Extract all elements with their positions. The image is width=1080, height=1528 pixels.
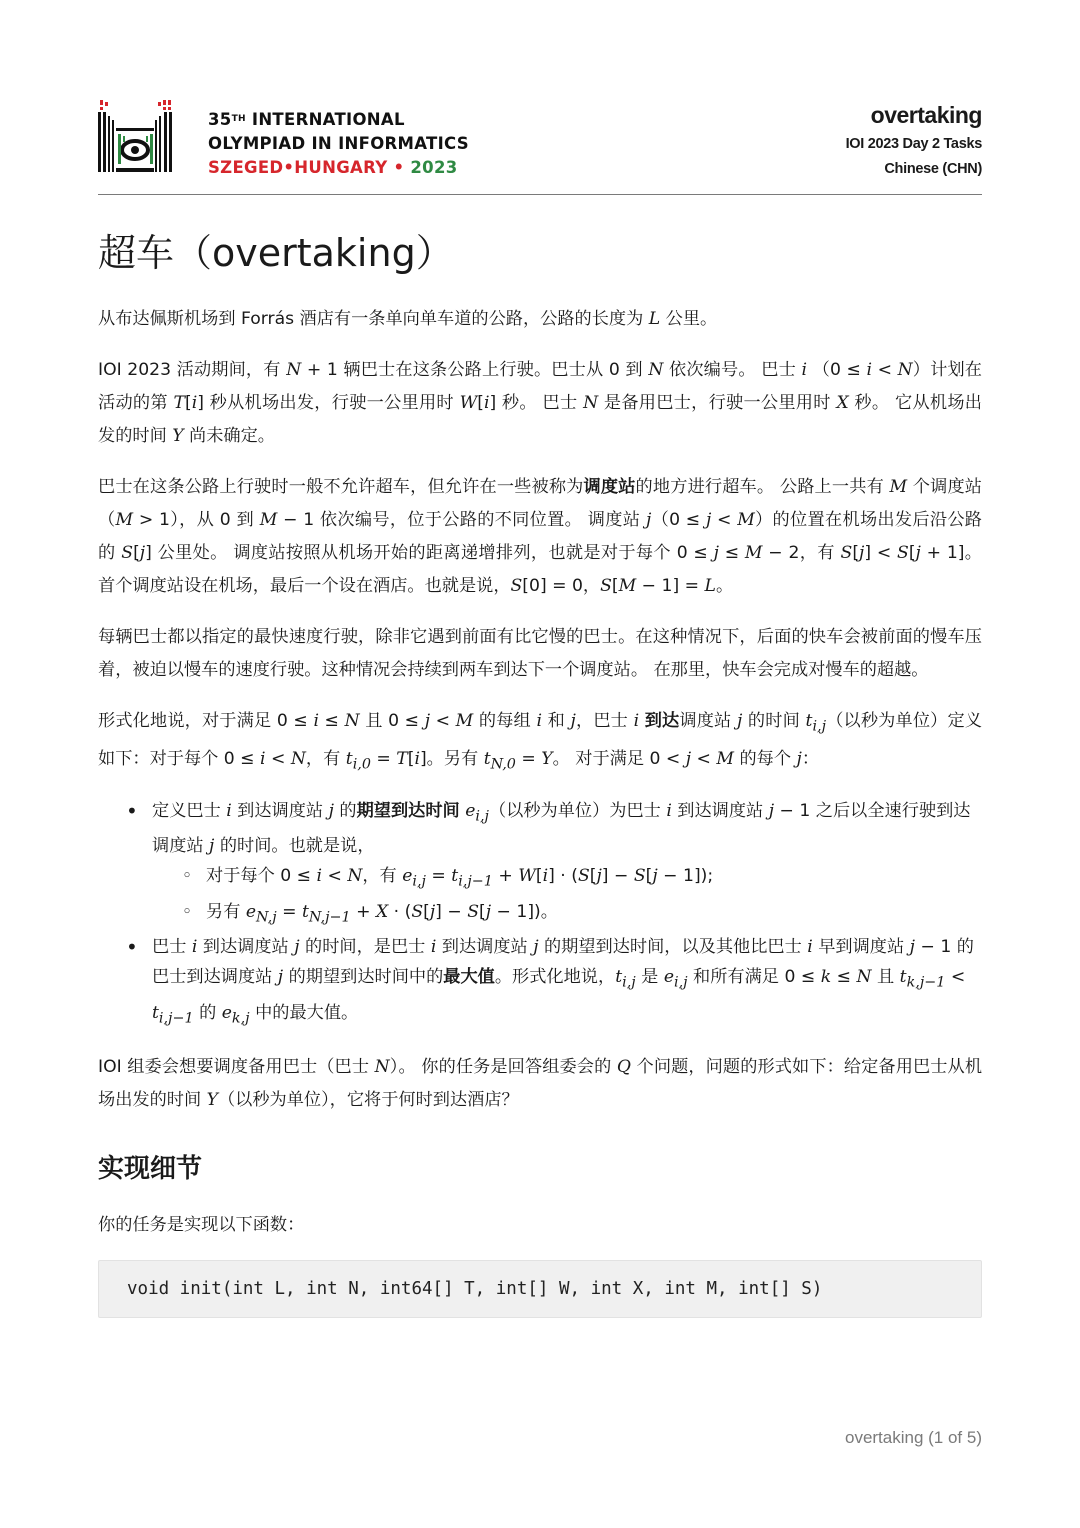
paragraph-formal-definition: 形式化地说，对于满足 0 ≤ i ≤ N 且 0 ≤ j < M 的每组 i 和 j，巴士 i 到达调度站 j 的时间 $t_{i,j}$（以秒为单位）定义如下：对于每个 0 ≤ i < N，有 $t_{i,0} = T[i]$。另有 $t_{N,0} = Y$。 对于满足 0 < j < M 的每个 j： xyxy=(98,711,983,773)
page-title: 超车（overtaking） xyxy=(98,231,454,275)
list-item: • 巴士 i 到达调度站 j 的时间，是巴士 i 到达调度站 j 的期望到达时间，以及其他比巴士 i 早到调度站 j − 1 的巴士到达调度站 j 的期望到达时间中的最大值。形式化地说，$t_{i,j}$ 是 $e_{i,j}$ 和所有满足 0 ≤ k ≤ N 且 $t_{k,j-1} < t_{i,j-1}$ 的 $e_{k,j}$ 中的最大值。 xyxy=(152,932,982,1033)
paragraph-overtaking-rule: 每辆巴士都以指定的最快速度行驶，除非它遇到前面有比它慢的巴士。在这种情况下，后面的快车会被前面的慢车压着，被迫以慢车的速度行驶。这种情况会持续到两车到达下一个调度站。 在那里，快车会完成对慢车的超越。 xyxy=(98,627,982,680)
function-signature-code: void init(int L, int N, int64[] T, int[] W, int X, int M, int[] S) xyxy=(98,1260,982,1318)
paragraph-implement: 你的任务是实现以下函数： xyxy=(98,1215,305,1236)
logo-line-2: OLYMPIAD IN INFORMATICS xyxy=(208,134,469,153)
logo-city-country: SZEGED•HUNGARY xyxy=(208,158,388,177)
task-name: overtaking xyxy=(870,102,982,128)
logo-line-1-sup: TH xyxy=(231,114,246,124)
contest-day: IOI 2023 Day 2 Tasks xyxy=(845,136,982,152)
ioi-logo-icon xyxy=(98,98,176,176)
logo-line-1-number: 35 xyxy=(208,110,232,129)
expected-arrival-list xyxy=(152,861,982,932)
logo-line-1-rest: INTERNATIONAL xyxy=(245,110,405,129)
logo-line-1 xyxy=(208,108,469,132)
page-header xyxy=(98,96,982,195)
definition-list xyxy=(98,796,982,1033)
paragraph-road: 从布达佩斯机场到 Forrás 酒店有一条单向单车道的公路，公路的长度为 L 公里。 xyxy=(98,309,718,329)
problem-statement xyxy=(98,228,982,1318)
page-footer: overtaking (1 of 5) xyxy=(844,1428,982,1447)
paragraph-sorting-stations: 巴士在这条公路上行驶时一般不允许超车，但允许在一些被称为调度站的地方进行超车。 公路上一共有 M 个调度站（M > 1），从 0 到 M − 1 依次编号，位于公路的不同位置。 调度站 j（0 ≤ j < M）的位置在机场出发后沿公路的 S[j] 公里处。 调度站按照从机场开始的距离递增排列，也就是对于每个 0 ≤ j ≤ M − 2，有 S[j] < S[j + 1]。 首个调度站设在机场，最后一个设在酒店。也就是说，S[0] = 0，S[M − 1] = L。 xyxy=(98,477,982,596)
logo-line-3 xyxy=(208,156,469,180)
section-title-implementation: 实现细节 xyxy=(98,1154,203,1185)
language-label: Chinese (CHN) xyxy=(884,161,982,177)
task-info xyxy=(846,98,982,182)
list-item: • 定义巴士 i 到达调度站 j 的期望到达时间 $e_{i,j}$（以秒为单位）为巴士 i 到达调度站 j − 1 之后以全速行驶到达调度站 j 的时间。也就是说， ◦ 对于每个 0 ≤ i < N，有 $e_{i,j} = t_{i,j-1} + W[i] \cdot (S[j] - S[j - 1])$; ◦ 另有 $e_{N,j} = t_{N,j-1} + X \cdot (S[j] - S[j - 1])$。 xyxy=(152,796,982,932)
paragraph-task: IOI 组委会想要调度备用巴士（巴士 N）。 你的任务是回答组委会的 Q 个问题，问题的形式如下：给定备用巴士从机场出发的时间 Y（以秒为单位），它将于何时到达酒店？ xyxy=(98,1057,983,1111)
list-item: ◦ 另有 $e_{N,j} = t_{N,j-1} + X \cdot (S[j] - S[j - 1])$。 xyxy=(206,897,982,932)
paragraph-buses: IOI 2023 活动期间，有 N + 1 辆巴士在这条公路上行驶。巴士从 0 到 N 依次编号。 巴士 i （0 ≤ i < N）计划在活动的第 T[i] 秒从机场出发，行驶一公里用时 W[i] 秒。 巴士 N 是备用巴士，行驶一公里用时 X 秒。 它从机场出发的时间 Y 尚未确定。 xyxy=(98,360,982,446)
list-item: ◦ 对于每个 0 ≤ i < N，有 $e_{i,j} = t_{i,j-1} + W[i] \cdot (S[j] - S[j - 1])$; xyxy=(206,861,982,896)
logo-separator: • xyxy=(387,158,411,177)
olympiad-logo-text xyxy=(208,108,469,180)
logo-year: 2023 xyxy=(410,158,458,177)
